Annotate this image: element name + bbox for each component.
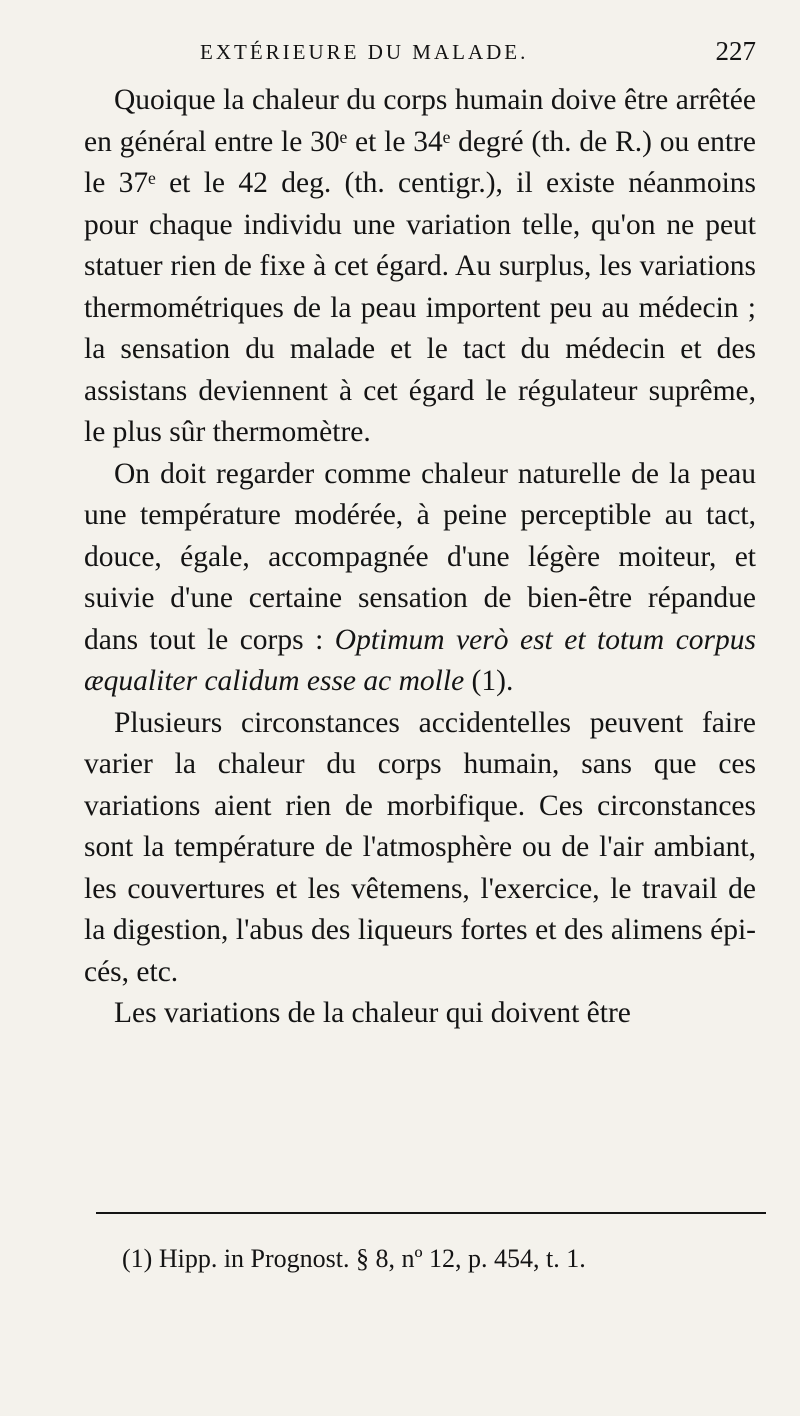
paragraph-3-text: Plusieurs circonstances accidentelles peuvent faire varier la chaleur du corps humain, sans que ces variations aient rien de morbifique. Ces circonstances sont la température de l'atmosphère ou de l'air ambiant, les couvertures et les vêtemens, l'exercice, le travail de la digestion, l'abus des liqueurs fortes et des alimens épicés, etc. (84, 706, 756, 988)
page-header (200, 36, 756, 76)
page-number: 227 (715, 36, 756, 66)
footnote-text: (1) Hipp. in Prognost. § 8, nº 12, p. 454, t. 1. (122, 1244, 586, 1273)
paragraph-4-text: Les variations de la chaleur qui doivent être (114, 997, 631, 1029)
running-head: EXTÉRIEURE DU MALADE. (200, 40, 529, 64)
footnote (122, 1243, 762, 1275)
footnote-reference: (1). (464, 665, 514, 697)
paragraph-2-text: On doit regarder comme chaleur naturelle de la peau une température modérée, à peine perceptible au tact, douce, égale, accompagnée d'une légère moiteur, et suivie d'une certaine sensation de bien-être répandue dans tout le corps : (84, 457, 756, 656)
paragraph-4 (84, 993, 756, 1035)
latin-quotation: Optimum verò est et totum corpus æqualiter calidum esse ac molle (84, 623, 756, 697)
footnote-divider (96, 1212, 766, 1214)
paragraph-2 (84, 454, 756, 703)
paragraph-1 (84, 80, 756, 454)
body-text (84, 80, 756, 1035)
paragraph-1-text: Quoique la chaleur du corps humain doive être arrêtée en général entre le 30ᵉ et le 34ᵉ degré (th. de R.) ou entre le 37ᵉ et le 42 deg. (th. centigr.), il existe néanmoins pour chaque individu une variation telle, qu'on ne peut statuer rien de fixe à cet égard. Au surplus, les variations thermométriques de la peau importent peu au médecin ; la sensation du malade et le tact du médecin et des assistans deviennent à cet égard le régulateur suprême, le plus sûr thermomètre. (84, 84, 756, 448)
paragraph-3 (84, 703, 756, 994)
